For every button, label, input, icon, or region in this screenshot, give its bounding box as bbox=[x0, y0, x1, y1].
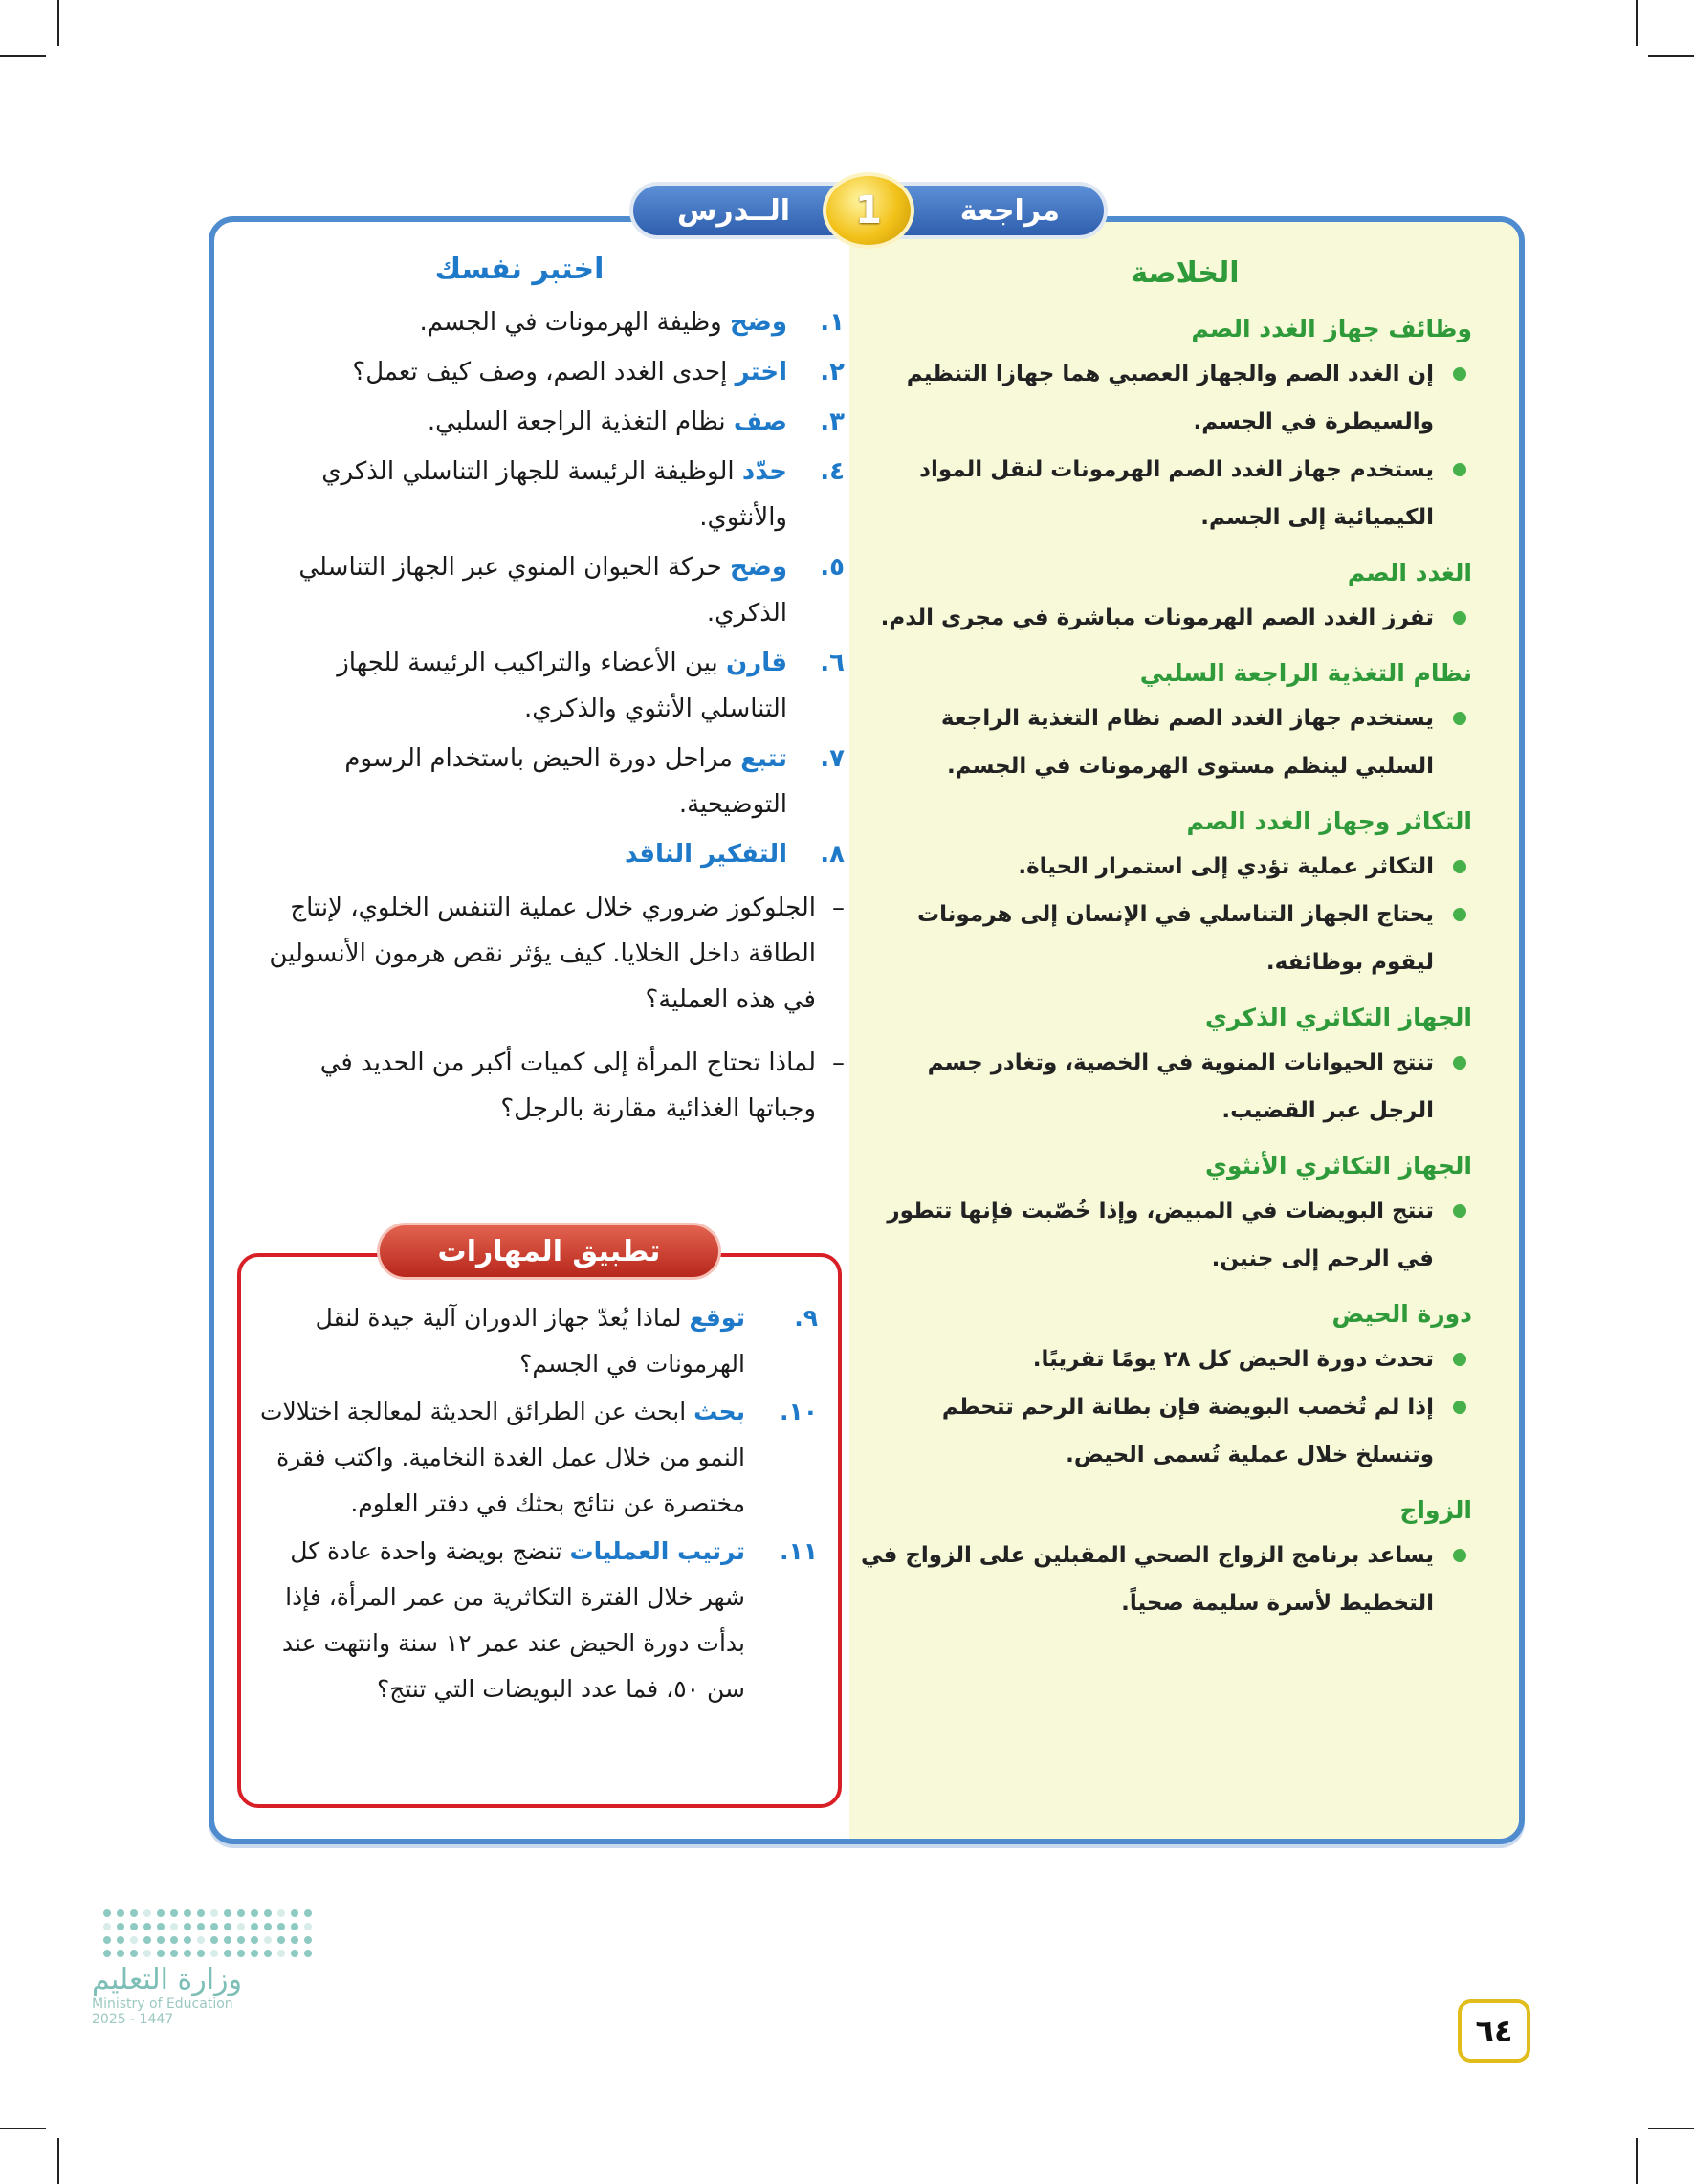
logo-dot bbox=[130, 1923, 138, 1930]
self-test-question bbox=[252, 736, 845, 827]
logo-dot bbox=[157, 1950, 165, 1957]
logo-dot bbox=[157, 1936, 165, 1944]
crop-mark bbox=[1648, 2128, 1694, 2129]
logo-dot bbox=[277, 1909, 285, 1917]
banner-right-text: مراجعة bbox=[959, 193, 1060, 228]
logo-dot-row bbox=[92, 1923, 312, 1930]
crop-mark bbox=[1636, 0, 1638, 46]
question-keyword: ترتيب العمليات bbox=[569, 1537, 745, 1565]
question-number: ٩. bbox=[794, 1304, 818, 1332]
logo-dot bbox=[291, 1909, 298, 1917]
bullet-dot-icon bbox=[1453, 1056, 1466, 1070]
logo-dot bbox=[170, 1936, 178, 1944]
summary-bullet-text: يحتاج الجهاز التناسلي في الإنسان إلى هرمونات ليقوم بوظائفه. bbox=[917, 902, 1434, 975]
question-keyword: توقع bbox=[689, 1304, 745, 1332]
bullet-dot-icon bbox=[1453, 712, 1466, 725]
self-test-question bbox=[252, 349, 845, 395]
logo-dot bbox=[237, 1950, 245, 1957]
banner-left-text: الــدرس bbox=[677, 193, 791, 228]
summary-bullet-text: التكاثر عملية تؤدي إلى استمرار الحياة. bbox=[1018, 854, 1434, 879]
logo-dot bbox=[224, 1950, 231, 1957]
logo-dot bbox=[277, 1950, 285, 1957]
logo-dot bbox=[143, 1936, 151, 1944]
logo-dot bbox=[197, 1936, 205, 1944]
logo-dot bbox=[184, 1923, 191, 1930]
logo-dot bbox=[237, 1936, 245, 1944]
logo-dot-row bbox=[92, 1909, 312, 1917]
logo-dot bbox=[304, 1950, 312, 1957]
logo-dot bbox=[251, 1950, 258, 1957]
question-keyword: بحث bbox=[693, 1398, 745, 1425]
logo-dot bbox=[143, 1950, 151, 1957]
logo-dot bbox=[224, 1909, 231, 1917]
logo-dot bbox=[103, 1936, 111, 1944]
logo-dot bbox=[210, 1909, 218, 1917]
self-test-question bbox=[252, 640, 845, 732]
question-text: وظيفة الهرمونات في الجسم. bbox=[419, 308, 722, 337]
logo-dot bbox=[157, 1923, 165, 1930]
logo-dot bbox=[210, 1923, 218, 1930]
logo-dot bbox=[130, 1936, 138, 1944]
bullet-dot-icon bbox=[1453, 463, 1466, 476]
logo-dot bbox=[251, 1909, 258, 1917]
lesson-number-badge: 1 bbox=[823, 172, 914, 249]
logo-dot bbox=[304, 1909, 312, 1917]
summary-section-heading: وظائف جهاز الغدد الصم bbox=[1191, 315, 1472, 342]
logo-dot bbox=[157, 1909, 165, 1917]
summary-section-heading: الغدد الصم bbox=[1347, 559, 1472, 586]
question-text: نظام التغذية الراجعة السلبي. bbox=[427, 408, 726, 436]
summary-bullet bbox=[860, 1383, 1472, 1479]
logo-dot bbox=[251, 1936, 258, 1944]
question-number: ٢. bbox=[820, 358, 845, 386]
summary-bullet-text: تنتج الحيوانات المنوية في الخصية، وتغادر جسم الرجل عبر القضيب. bbox=[927, 1050, 1434, 1123]
logo-dot bbox=[291, 1923, 298, 1930]
bullet-dot-icon bbox=[1453, 1401, 1466, 1414]
logo-dot bbox=[277, 1923, 285, 1930]
bullet-dot-icon bbox=[1453, 1549, 1466, 1562]
question-text: إحدى الغدد الصم، وصف كيف تعمل؟ bbox=[352, 358, 728, 386]
logo-dot bbox=[184, 1909, 191, 1917]
crop-mark bbox=[0, 2128, 46, 2129]
summary-section-heading: دورة الحيض bbox=[1331, 1300, 1472, 1328]
summary-bullet-text: يستخدم جهاز الغدد الصم الهرمونات لنقل المواد الكيميائية إلى الجسم. bbox=[919, 457, 1434, 530]
question-text: لماذا يُعدّ جهاز الدوران آلية جيدة لنقل الهرمونات في الجسم؟ bbox=[315, 1304, 745, 1378]
summary-bullet bbox=[860, 695, 1472, 790]
logo-dot bbox=[103, 1923, 111, 1930]
self-test-question bbox=[252, 544, 845, 636]
logo-dot bbox=[264, 1950, 272, 1957]
summary-bullet bbox=[860, 1335, 1472, 1383]
dash-marker: – bbox=[832, 1048, 845, 1077]
question-keyword: اختر bbox=[735, 358, 787, 386]
bullet-dot-icon bbox=[1453, 908, 1466, 921]
logo-dot bbox=[277, 1936, 285, 1944]
crop-mark bbox=[1648, 55, 1694, 57]
summary-section-heading: الجهاز التكاثري الأنثوي bbox=[1205, 1152, 1472, 1180]
crop-mark bbox=[57, 2138, 59, 2184]
question-number: ٥. bbox=[820, 553, 845, 582]
logo-dot bbox=[197, 1909, 205, 1917]
logo-dot bbox=[184, 1936, 191, 1944]
self-test-question bbox=[252, 299, 845, 345]
logo-dot bbox=[117, 1909, 124, 1917]
question-keyword: حدّد bbox=[741, 457, 787, 486]
question-text: الوظيفة الرئيسة للجهاز التناسلي الذكري والأنثوي. bbox=[321, 457, 787, 532]
self-test-title: اختبر نفسك bbox=[434, 253, 605, 286]
logo-dot bbox=[143, 1909, 151, 1917]
summary-section-heading: نظام التغذية الراجعة السلبي bbox=[1139, 659, 1472, 687]
skills-question bbox=[244, 1529, 818, 1712]
logo-dot bbox=[224, 1936, 231, 1944]
question-number: ٨. bbox=[820, 840, 845, 869]
logo-dot bbox=[304, 1936, 312, 1944]
summary-bullet-text: إن الغدد الصم والجهاز العصبي هما جهازا التنظيم والسيطرة في الجسم. bbox=[906, 362, 1434, 434]
question-text: بين الأعضاء والتراكيب الرئيسة للجهاز التناسلي الأنثوي والذكري. bbox=[337, 649, 787, 723]
question-keyword: تتبع bbox=[740, 744, 787, 773]
question-keyword: التفكير الناقد bbox=[624, 840, 787, 869]
question-number: ٦. bbox=[820, 649, 845, 677]
question-text: ابحث عن الطرائق الحديثة لمعالجة اختلالات النمو من خلال عمل الغدة النخامية. واكتب فقرة مختصرة عن نتائج بحثك في دفتر العلوم. bbox=[259, 1398, 745, 1517]
self-test-question bbox=[252, 399, 845, 445]
summary-bullet bbox=[860, 1039, 1472, 1135]
summary-bullet bbox=[860, 350, 1472, 446]
bullet-dot-icon bbox=[1453, 860, 1466, 873]
summary-bullet-text: يستخدم جهاز الغدد الصم نظام التغذية الراجعة السلبي لينظم مستوى الهرمونات في الجسم. bbox=[940, 706, 1434, 779]
question-keyword: قارن bbox=[726, 649, 787, 677]
logo-dot bbox=[264, 1936, 272, 1944]
logo-dot bbox=[304, 1923, 312, 1930]
summary-bullet bbox=[860, 446, 1472, 541]
logo-dot bbox=[170, 1909, 178, 1917]
question-text: تنضج بويضة واحدة عادة كل شهر خلال الفترة التكاثرية من عمر المرأة، فإذا بدأت دورة الحيض عند عمر ١٢ سنة وانتهت عند سن ٥٠، فما عدد البويضات التي تنتج؟ bbox=[281, 1537, 745, 1703]
question-text: مراحل دورة الحيض باستخدام الرسوم التوضيحية. bbox=[344, 744, 787, 819]
summary-bullet bbox=[860, 891, 1472, 986]
bullet-dot-icon bbox=[1453, 1353, 1466, 1366]
question-keyword: صف bbox=[733, 408, 787, 436]
logo-dot bbox=[224, 1923, 231, 1930]
skills-question bbox=[244, 1295, 818, 1387]
logo-dots-icon bbox=[92, 1909, 312, 1957]
question-number: ٧. bbox=[820, 744, 845, 773]
crop-mark bbox=[57, 0, 59, 46]
summary-sections bbox=[860, 315, 1472, 1627]
bullet-dot-icon bbox=[1453, 1204, 1466, 1218]
logo-dot bbox=[143, 1923, 151, 1930]
summary-bullet-text: تنتج البويضات في المبيض، وإذا خُصّبت فإنها تتطور في الرحم إلى جنين. bbox=[887, 1199, 1434, 1271]
self-test-question bbox=[252, 831, 845, 877]
summary-bullet bbox=[860, 1187, 1472, 1283]
summary-bullet-text: تحدث دورة الحيض كل ٢٨ يومًا تقريبًا. bbox=[1032, 1347, 1434, 1372]
logo-dot bbox=[251, 1923, 258, 1930]
summary-bullet bbox=[860, 1532, 1472, 1627]
logo-dot bbox=[184, 1950, 191, 1957]
question-keyword: وضح bbox=[729, 308, 787, 337]
logo-dot bbox=[197, 1950, 205, 1957]
question-text: حركة الحيوان المنوي عبر الجهاز التناسلي الذكري. bbox=[298, 553, 787, 628]
logo-name-ar: وزارة التعليم bbox=[92, 1963, 243, 1996]
self-test-question bbox=[252, 449, 845, 540]
summary-bullet-text: إذا لم تُخصب البويضة فإن بطانة الرحم تتحطم وتنسلخ خلال عملية تُسمى الحيض. bbox=[941, 1395, 1434, 1467]
summary-column bbox=[860, 256, 1472, 1627]
logo-dot bbox=[264, 1923, 272, 1930]
self-test-column bbox=[252, 253, 845, 1149]
logo-dot bbox=[197, 1923, 205, 1930]
logo-dot bbox=[210, 1950, 218, 1957]
question-number: ١. bbox=[820, 308, 845, 337]
skills-question bbox=[244, 1389, 818, 1527]
critical-thinking-item bbox=[252, 885, 845, 1023]
logo-dot bbox=[210, 1936, 218, 1944]
question-number: ١١. bbox=[779, 1537, 818, 1565]
summary-bullet bbox=[860, 594, 1472, 642]
skills-title: تطبيق المهارات bbox=[377, 1223, 721, 1280]
critical-thinking-text: لماذا تحتاج المرأة إلى كميات أكبر من الحديد في وجباتها الغذائية مقارنة بالرجل؟ bbox=[319, 1048, 816, 1123]
logo-dot-row bbox=[92, 1936, 312, 1944]
summary-bullet bbox=[860, 843, 1472, 891]
summary-bullet-text: يساعد برنامج الزواج الصحي المقبلين على الزواج في التخطيط لأسرة سليمة صحياً. bbox=[860, 1543, 1434, 1616]
logo-dot bbox=[117, 1923, 124, 1930]
question-keyword: وضح bbox=[729, 553, 787, 582]
self-test-list bbox=[252, 299, 845, 1132]
logo-name-en: Ministry of Education bbox=[92, 1996, 233, 2012]
summary-section-heading: الزواج bbox=[1399, 1496, 1472, 1524]
logo-dot bbox=[130, 1909, 138, 1917]
critical-thinking-item bbox=[252, 1040, 845, 1132]
logo-dot bbox=[117, 1936, 124, 1944]
page-number: ٦٤ bbox=[1458, 1999, 1530, 2063]
logo-dot bbox=[264, 1909, 272, 1917]
logo-dot bbox=[170, 1923, 178, 1930]
logo-dot bbox=[291, 1950, 298, 1957]
question-number: ٤. bbox=[820, 457, 845, 486]
logo-dot bbox=[237, 1909, 245, 1917]
summary-bullet-text: تفرز الغدد الصم الهرمونات مباشرة في مجرى الدم. bbox=[880, 606, 1434, 630]
summary-section-heading: الجهاز التكاثري الذكري bbox=[1204, 1004, 1472, 1031]
summary-section-heading: التكاثر وجهاز الغدد الصم bbox=[1186, 807, 1472, 835]
bullet-dot-icon bbox=[1453, 367, 1466, 381]
ministry-logo bbox=[92, 1909, 312, 2053]
logo-dot bbox=[291, 1936, 298, 1944]
logo-dot bbox=[117, 1950, 124, 1957]
logo-dot-row bbox=[92, 1950, 312, 1957]
logo-year: 2025 - 1447 bbox=[92, 2012, 174, 2027]
question-number: ١٠. bbox=[779, 1398, 818, 1425]
logo-dot bbox=[237, 1923, 245, 1930]
logo-dot bbox=[103, 1909, 111, 1917]
summary-title: الخلاصة bbox=[1131, 256, 1240, 290]
question-number: ٣. bbox=[820, 408, 845, 436]
skills-list bbox=[244, 1295, 818, 1714]
critical-thinking-text: الجلوكوز ضروري خلال عملية التنفس الخلوي، لإنتاج الطاقة داخل الخلايا. كيف يؤثر نقص هرمون الأنسولين في هذه العملية؟ bbox=[269, 893, 816, 1014]
logo-dot bbox=[103, 1950, 111, 1957]
logo-dot bbox=[170, 1950, 178, 1957]
crop-mark bbox=[1636, 2138, 1638, 2184]
crop-mark bbox=[0, 55, 46, 57]
logo-dot bbox=[130, 1950, 138, 1957]
dash-marker: – bbox=[832, 893, 845, 922]
bullet-dot-icon bbox=[1453, 611, 1466, 625]
